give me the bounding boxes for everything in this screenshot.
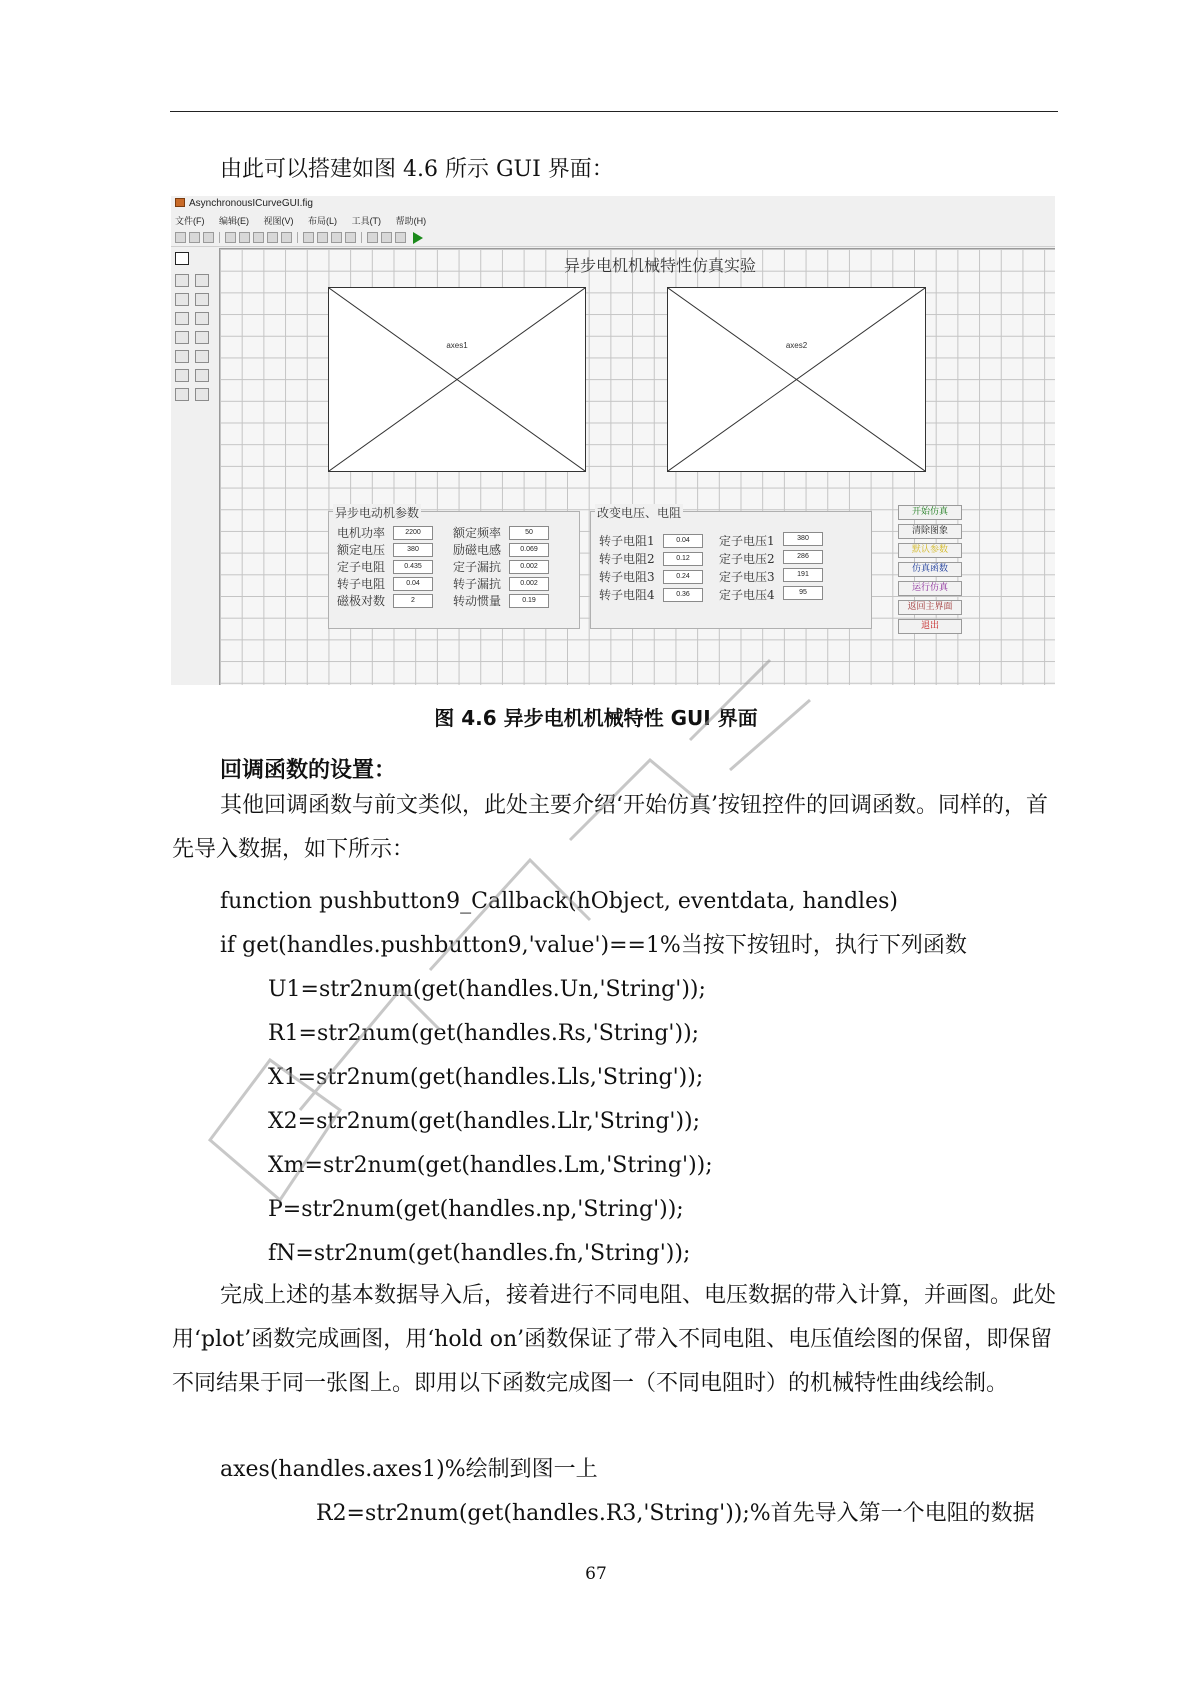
header-rule [170, 111, 1058, 112]
param-label: 磁极对数 [337, 594, 386, 608]
default-params-button[interactable]: 默认参数 [898, 543, 962, 558]
slider-icon[interactable] [195, 274, 209, 287]
layout-canvas[interactable] [219, 248, 1055, 685]
cut-icon[interactable] [225, 232, 236, 243]
axes2-cross [668, 288, 925, 471]
simulation-function-button[interactable]: 仿真函数 [898, 562, 962, 577]
menu-edit[interactable]: 编辑(E) [219, 216, 250, 226]
section-heading: 回调函数的设置： [220, 757, 397, 783]
code-line: X1=str2num(get(handles.Lls,'String')); [268, 1065, 704, 1090]
rated-voltage-field[interactable]: 380 [393, 543, 433, 557]
pole-pairs-field[interactable]: 2 [393, 594, 433, 608]
inertia-field[interactable]: 0.19 [509, 594, 549, 608]
edit-text-icon[interactable] [175, 312, 189, 325]
axes2-label: axes2 [785, 341, 808, 350]
menu-bar [175, 214, 438, 228]
code-line: Xm=str2num(get(handles.Lm,'String')); [268, 1153, 713, 1178]
new-file-icon[interactable] [175, 232, 186, 243]
rotor-resistance4-field[interactable]: 0.36 [663, 588, 703, 602]
param-label: 额定频率 [453, 526, 502, 540]
paragraph-2: 完成上述的基本数据导入后，接着进行不同电阻、电压数据的带入计算，并画图。此处用‘plot’函数完成画图，用‘hold on’函数保证了带入不同电阻、电压值绘图的保留，即保留不同结果于同一张图上。即用以下函数完成图一（不同电阻时）的机械特性曲线绘制。 [172, 1283, 1057, 1396]
param-label: 转动惯量 [453, 594, 502, 608]
rotor-resistance2-field[interactable]: 0.12 [663, 552, 703, 566]
code-line: function pushbutton9_Callback(hObject, eventdata, handles) [220, 889, 898, 914]
save-icon[interactable] [203, 232, 214, 243]
code-line: fN=str2num(get(handles.fn,'String')); [268, 1241, 691, 1266]
rotor-resistance3-field[interactable]: 0.24 [663, 570, 703, 584]
menu-view[interactable]: 视图(V) [263, 216, 294, 226]
param-label: 励磁电感 [453, 543, 502, 557]
app-icon [175, 198, 185, 207]
exit-button[interactable]: 退出 [898, 619, 962, 634]
power-field[interactable]: 2200 [393, 526, 433, 540]
axes-icon[interactable] [175, 369, 189, 382]
toolbar [171, 230, 1055, 247]
code-line: P=str2num(get(handles.np,'String')); [268, 1197, 684, 1222]
toolbar-separator [297, 232, 298, 243]
clear-plot-button[interactable]: 清除图象 [898, 524, 962, 539]
stator-voltage2-field[interactable]: 286 [783, 550, 823, 564]
select-arrow-icon[interactable] [175, 252, 189, 265]
page-number: 67 [585, 1564, 607, 1584]
magnetizing-inductance-field[interactable]: 0.069 [509, 543, 549, 557]
button-group-icon[interactable] [175, 388, 189, 401]
stator-resistance-field[interactable]: 0.435 [393, 560, 433, 574]
rated-frequency-field[interactable]: 50 [509, 526, 549, 540]
radio-button-icon[interactable] [175, 293, 189, 306]
rotor-resistance1-field[interactable]: 0.04 [663, 534, 703, 548]
code-line: X2=str2num(get(handles.Llr,'String')); [268, 1109, 701, 1134]
stator-leakage-field[interactable]: 0.002 [509, 560, 549, 574]
activex-icon[interactable] [195, 388, 209, 401]
param-label: 定子电压3 [719, 570, 775, 584]
toolbar-editor-icon[interactable] [345, 232, 356, 243]
stator-voltage4-field[interactable]: 95 [783, 586, 823, 600]
menu-editor-icon[interactable] [317, 232, 328, 243]
editor-icon[interactable] [367, 232, 378, 243]
motor-parameters-panel [328, 506, 580, 629]
panel-icon[interactable] [195, 369, 209, 382]
window-title: AsynchronousICurveGUI.fig [189, 198, 313, 209]
table-icon[interactable] [195, 350, 209, 363]
align-icon[interactable] [303, 232, 314, 243]
popup-menu-icon[interactable] [175, 331, 189, 344]
redo-icon[interactable] [281, 232, 292, 243]
axes1-label: axes1 [446, 341, 468, 350]
code-line: R2=str2num(get(handles.R3,'String'));%首先导入第一个电阻的数据 [316, 1501, 1035, 1526]
param-label: 定子漏抗 [453, 560, 502, 574]
listbox-icon[interactable] [195, 331, 209, 344]
undo-icon[interactable] [267, 232, 278, 243]
component-palette [175, 252, 215, 682]
rotor-leakage-field[interactable]: 0.002 [509, 577, 549, 591]
back-to-main-button[interactable]: 返回主界面 [898, 600, 962, 615]
param-label: 转子漏抗 [453, 577, 502, 591]
menu-tools[interactable]: 工具(T) [351, 216, 382, 226]
code-line: R1=str2num(get(handles.Rs,'String')); [268, 1021, 700, 1046]
inspector-icon[interactable] [381, 232, 392, 243]
copy-icon[interactable] [239, 232, 250, 243]
run-icon[interactable] [413, 232, 423, 244]
param-label: 电机功率 [337, 526, 386, 540]
param-label: 转子电阻 [337, 577, 386, 591]
run-simulation-button[interactable]: 运行仿真 [898, 581, 962, 596]
param-label: 转子电阻4 [599, 588, 655, 602]
code-line: axes(handles.axes1)%绘制到图一上 [220, 1457, 598, 1482]
param-label: 定子电阻 [337, 560, 386, 574]
param-label: 额定电压 [337, 543, 386, 557]
axes1-placeholder[interactable] [328, 287, 586, 472]
open-file-icon[interactable] [189, 232, 200, 243]
code-line: U1=str2num(get(handles.Un,'String')); [268, 977, 706, 1002]
push-button-icon[interactable] [175, 274, 189, 287]
gui-screenshot [171, 196, 1055, 685]
change-panel-title: 改变电压、电阻 [597, 506, 682, 520]
menu-file[interactable]: 文件(F) [175, 216, 205, 226]
figure-caption: 图 4.6 异步电机机械特性 GUI 界面 [434, 706, 758, 730]
toggle-button-icon[interactable] [175, 350, 189, 363]
param-label: 定子电压4 [719, 588, 775, 602]
stator-voltage1-field[interactable]: 380 [783, 532, 823, 546]
checkbox-icon[interactable] [195, 293, 209, 306]
gui-title: 异步电机机械特性仿真实验 [563, 256, 756, 275]
menu-layout[interactable]: 布局(L) [308, 216, 338, 226]
window-title-bar [175, 196, 313, 212]
paragraph-1: 其他回调函数与前文类似，此处主要介绍‘开始仿真’按钮控件的回调函数。同样的，首先导入数据，如下所示： [172, 793, 1048, 862]
tab-order-icon[interactable] [331, 232, 342, 243]
toolbar-separator [361, 232, 362, 243]
param-label: 定子电压2 [719, 552, 775, 566]
menu-help[interactable]: 帮助(H) [395, 216, 427, 226]
param-label: 转子电阻2 [599, 552, 655, 566]
static-text-icon[interactable] [195, 312, 209, 325]
param-label: 定子电压1 [719, 534, 775, 548]
change-voltage-resistance-panel [590, 506, 872, 629]
intro-line: 由此可以搭建如图 4.6 所示 GUI 界面： [220, 157, 614, 182]
paste-icon[interactable] [253, 232, 264, 243]
axes1-cross [329, 288, 585, 471]
start-simulation-button[interactable]: 开始仿真 [898, 505, 962, 520]
rotor-resistance-field[interactable]: 0.04 [393, 577, 433, 591]
param-label: 转子电阻1 [599, 534, 655, 548]
axes2-placeholder[interactable] [667, 287, 926, 472]
code-line: if get(handles.pushbutton9,'value')==1%当按下按钮时，执行下列函数 [220, 933, 967, 958]
object-browser-icon[interactable] [395, 232, 406, 243]
toolbar-separator [219, 232, 220, 243]
param-label: 转子电阻3 [599, 570, 655, 584]
stator-voltage3-field[interactable]: 191 [783, 568, 823, 582]
motor-panel-title: 异步电动机参数 [335, 506, 420, 520]
